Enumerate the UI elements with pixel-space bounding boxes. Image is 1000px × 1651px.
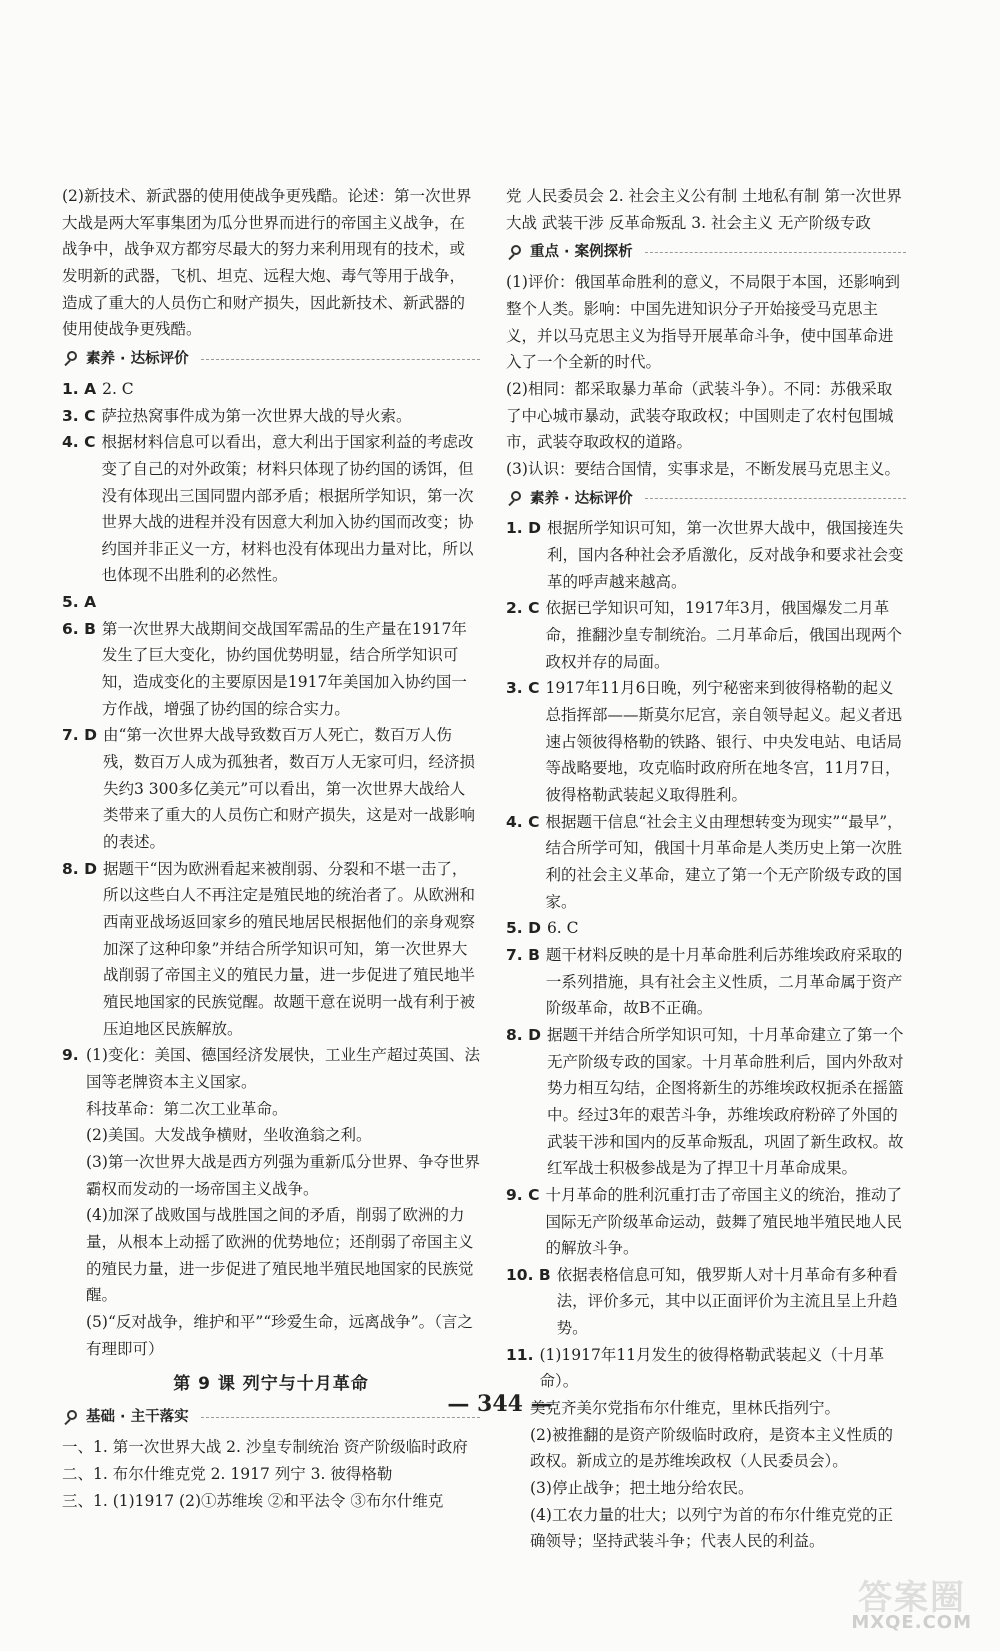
q9-line: (4)加深了战败国与战胜国之间的矛盾，削弱了欧洲的力量，从根本上动摇了欧洲的优势地位；还削弱了帝国主义的殖民力量，进一步促进了殖民地半殖民地国家的民族觉醒。 xyxy=(86,1206,474,1305)
section-title: 基础 · 主干落实 xyxy=(86,1409,189,1426)
answer-number: 3. C xyxy=(506,679,540,698)
answer-text: (1)1917年11月发生的彼得格勒武装起义（十月革命）。 xyxy=(539,1345,885,1391)
q9-line: (2)美国。大发战争横财，坐收渔翁之利。 xyxy=(86,1126,372,1145)
q9-line: (3)第一次世界大战是西方列强为重新瓜分世界、争夺世界霸权而发动的一场帝国主义战争。 xyxy=(86,1152,480,1198)
section-divider xyxy=(645,498,906,499)
answer-number: 7. D xyxy=(62,726,97,745)
answer-item xyxy=(62,1042,480,1095)
answer-item xyxy=(506,1022,906,1182)
answer-item xyxy=(62,429,480,589)
answer-item xyxy=(62,722,480,855)
basics-line: 一、1. 第一次世界大战 2. 沙皇专制统治 资产阶级临时政府 xyxy=(62,1438,468,1457)
answer-item xyxy=(506,595,906,675)
answer-text: 1917年11月6日晚，列宁秘密来到彼得格勒的起义总指挥部——斯莫尔尼宫，亲自领导起义。起义者迅速占领彼得格勒的铁路、银行、中央发电站、电话局等战略要地，攻克临时政府所在地冬宫，11月7日，彼得格勒武装起义取得胜利。 xyxy=(545,679,902,804)
answer-text: 题干材料反映的是十月革命胜利后苏维埃政府采取的一系列措施，具有社会主义性质，二月革命属于资产阶级革命，故B不正确。 xyxy=(545,945,903,1018)
answer-item xyxy=(62,589,480,616)
answer-text: 6. C xyxy=(546,919,579,938)
q11-line: 美克齐美尔党指布尔什维克，里林氏指列宁。 xyxy=(530,1399,841,1418)
answer-item xyxy=(506,1182,906,1262)
answer-text: 2. C xyxy=(102,379,134,398)
case-line: (1)评价：俄国革命胜利的意义，不局限于本国，还影响到整个人类。影响：中国先进知识分子开始接受马克思主义，并以马克思主义为指导开展革命斗争，使中国革命进入了一个全新的时代。 xyxy=(506,273,900,372)
lesson-title: 第 9 课 列宁与十月革命 xyxy=(173,1374,369,1395)
magnifier-icon xyxy=(506,244,524,262)
answer-number: 4. C xyxy=(62,433,96,452)
magnifier-icon xyxy=(62,350,80,368)
q9-line: 科技革命：第二次工业革命。 xyxy=(86,1099,288,1118)
answer-text: 据题干“因为欧洲看起来被削弱、分裂和不堪一击了，所以这些白人不再注定是殖民地的统治者了。从欧洲和西南亚战场返回家乡的殖民地居民根据他们的亲身观察加深了这种印象”并结合所学知识可知，第一次世界大战削弱了帝国主义的殖民力量，进一步促进了殖民地半殖民地国家的民族觉醒。故题干意在说明一战有利于被压迫地区民族解放。 xyxy=(102,859,475,1038)
answer-text: 据题干并结合所学知识可知，十月革命建立了第一个无产阶级专政的国家。十月革命胜利后，国内外敌对势力相互勾结，企图将新生的苏维埃政权扼杀在摇篮中。经过3年的艰苦斗争，苏维埃政府粉碎了外国的武装干涉和国内的反革命叛乱，巩固了新生政权。故红军战士积极参战是为了捍卫十月革命成果。 xyxy=(546,1025,904,1178)
answer-number: 8. D xyxy=(62,859,97,878)
answer-text: 十月革命的胜利沉重打击了帝国主义的统治，推动了国际无产阶级革命运动，鼓舞了殖民地半殖民地人民的解放斗争。 xyxy=(545,1185,902,1258)
answer-text: 根据题干信息“社会主义由理想转变为现实”“最早”，结合所学可知，俄国十月革命是人类历史上第一次胜利的社会主义革命，建立了第一个无产阶级专政的国家。 xyxy=(545,812,903,911)
answer-text: (1)变化：美国、德国经济发展快，工业生产超过英国、法国等老牌资本主义国家。 xyxy=(86,1046,480,1091)
page-number: — 344 — xyxy=(447,1391,553,1417)
watermark-logo xyxy=(796,1569,976,1639)
magnifier-icon xyxy=(506,490,524,508)
case-line: (2)相同：都采取暴力革命（武装斗争）。不同：苏俄采取了中心城市暴动，武装夺取政权；中国则走了农村包围城市，武装夺取政权的道路。 xyxy=(506,379,894,452)
basics-line: 三、1. (1)1917 (2)①苏维埃 ②和平法令 ③布尔什维克 xyxy=(62,1491,444,1510)
answer-number: 9. C xyxy=(506,1185,540,1204)
answer-item xyxy=(506,1262,906,1342)
section-title: 素养 · 达标评价 xyxy=(86,350,189,367)
answer-item xyxy=(506,515,906,595)
answer-number: 1. A xyxy=(62,379,97,398)
answer-text: 依据已学知识可知，1917年3月，俄国爆发二月革命，推翻沙皇专制统治。二月革命后，俄国出现两个政权并存的局面。 xyxy=(545,599,902,671)
section-header-literacy-eval xyxy=(62,347,480,372)
section-header-case-study xyxy=(506,240,906,265)
answer-item xyxy=(62,403,480,430)
answer-item xyxy=(506,675,906,808)
answer-text xyxy=(102,589,480,616)
q9-line: (5)“反对战争，维护和平”“珍爱生命，远离战争”。（言之有理即可） xyxy=(86,1312,473,1358)
answer-number: 6. B xyxy=(62,619,96,638)
section-title: 重点 · 案例探析 xyxy=(530,244,633,261)
section-divider xyxy=(645,252,906,253)
section-divider xyxy=(201,359,480,360)
answer-number: 9. xyxy=(62,1046,79,1065)
case-line: (3)认识：要结合国情，实事求是，不断发展马克思主义。 xyxy=(506,459,900,478)
answer-number: 5. D xyxy=(506,919,541,938)
answer-number: 7. B xyxy=(506,945,540,964)
section-header-literacy-eval-2 xyxy=(506,487,906,512)
answer-item xyxy=(62,376,480,403)
answer-number: 3. C xyxy=(62,406,96,425)
answer-number: 8. D xyxy=(506,1025,541,1044)
answer-text: 由“第一次世界大战导致数百万人死亡，数百万人伤残，数百万人成为孤独者，数百万人无家可归，经济损失约3 300多亿美元”可以看出，第一次世界大战给人类带来了重大的人员伤亡和财产损失，这是对一战影响的表述。 xyxy=(102,726,475,852)
answer-text: 根据材料信息可以看出，意大利出于国家利益的考虑改变了自己的对外政策；材料只体现了协约国的诱饵，但没有体现出三国同盟内部矛盾；根据所学知识，第一次世界大战的进程并没有因意大利加入协约国而改变；协约国并非正义一方，材料也没有体现出力量对比，所以也体现不出胜利的必然性。 xyxy=(101,433,474,585)
answer-text: 第一次世界大战期间交战国军需品的生产量在1917年发生了巨大变化，协约国优势明显，结合所学知识可知，造成变化的主要原因是1917年美国加入协约国一方作战，增强了协约国的综合实力。 xyxy=(101,619,467,718)
answer-number: 4. C xyxy=(506,812,540,831)
right-column xyxy=(506,183,906,1555)
answer-text: 根据所学知识可知，第一次世界大战中，俄国接连失利，国内各种社会矛盾激化，反对战争和要求社会变革的呼声越来越高。 xyxy=(546,519,904,591)
basics-line: 二、1. 布尔什维克党 2. 1917 列宁 3. 彼得格勒 xyxy=(62,1464,393,1483)
q11-line: (3)停止战争；把土地分给农民。 xyxy=(530,1479,754,1498)
intro-paragraph: (2)新技术、新武器的使用使战争更残酷。论述：第一次世界大战是两大军事集团为瓜分世界而进行的帝国主义战争，在战争中，战争双方都穷尽最大的努力来利用现有的技术，或发明新的武器，飞机、坦克、远程大炮、毒气等用于战争，造成了重大的人员伤亡和财产损失，因此新技术、新武器的使用使战争更残酷。 xyxy=(62,187,472,339)
answer-item xyxy=(62,856,480,1043)
section-title: 素养 · 达标评价 xyxy=(530,490,633,507)
answer-number: 10. B xyxy=(506,1265,551,1284)
answer-number: 11. xyxy=(506,1345,534,1364)
q11-line: (4)工农力量的壮大；以列宁为首的布尔什维克党的正确领导；坚持武装斗争；代表人民的利益。 xyxy=(530,1505,893,1551)
answer-text: 依据表格信息可知，俄罗斯人对十月革命有多种看法，评价多元，其中以正面评价为主流且呈上升趋势。 xyxy=(556,1265,898,1338)
basics-continued: 党 人民委员会 2. 社会主义公有制 土地私有制 第一次世界大战 武装干涉 反革命叛乱 3. 社会主义 无产阶级专政 xyxy=(506,187,902,232)
answer-text: 萨拉热窝事件成为第一次世界大战的导火索。 xyxy=(101,406,412,425)
answer-item xyxy=(506,942,906,1022)
answer-number: 2. C xyxy=(506,599,540,618)
answer-item xyxy=(62,616,480,723)
watermark-logo-text: 答案圈 xyxy=(858,1578,966,1618)
answer-item xyxy=(506,915,906,942)
watermark-site: MXQE.COM xyxy=(851,1612,972,1634)
q11-line: (2)被推翻的是资产阶级临时政府，是资本主义性质的政权。新成立的是苏维埃政权（人民委员会）。 xyxy=(530,1425,893,1471)
answer-item xyxy=(506,809,906,916)
answer-number: 1. D xyxy=(506,519,541,538)
answer-number: 5. A xyxy=(62,593,97,612)
left-column xyxy=(62,183,480,1514)
